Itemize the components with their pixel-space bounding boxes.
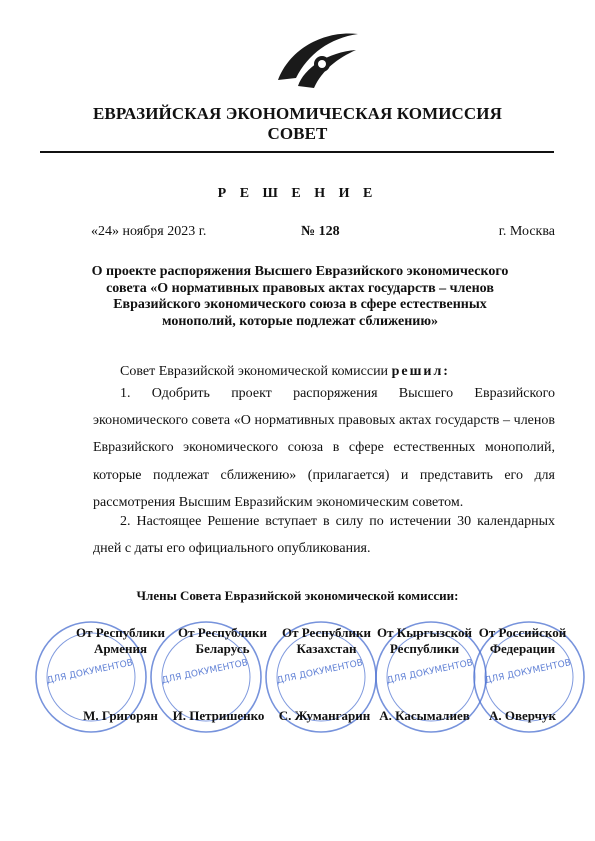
intro-decided: решил: (391, 364, 450, 379)
document-date: «24» ноября 2023 г. (91, 224, 207, 239)
intro-prefix: Совет Евразийской экономической комиссии (120, 364, 392, 379)
eec-logo-icon (270, 28, 360, 90)
signature-country: От Российской Федерации (478, 625, 567, 656)
item-2-text: Настоящее Решение вступает в силу по истечении 30 календарных дней с даты его официального опубликования. (93, 514, 555, 557)
stamp-label: ДЛЯ ДОКУМЕНТОВ (160, 658, 249, 687)
stamp-label: ДЛЯ ДОКУМЕНТОВ (275, 658, 364, 687)
document-number: № 128 (301, 224, 340, 239)
item-2-paragraph (93, 508, 555, 562)
stamp-label: ДЛЯ ДОКУМЕНТОВ (483, 658, 572, 687)
signatory-name: М. Григорян (83, 708, 158, 723)
signature-country: От Республики Беларусь (178, 625, 267, 656)
org-name: ЕВРАЗИЙСКАЯ ЭКОНОМИЧЕСКАЯ КОМИССИЯ (92, 104, 502, 123)
signatory-name: С. Жумангарин (278, 708, 371, 723)
item-1-number: 1. (120, 386, 131, 401)
signatory-name: И. Петришенко (172, 708, 265, 723)
document-subject: О проекте распоряжения Высшего Евразийского экономического совета «О нормативных правовых актах государств – членов Евразийского экономического союза в сфере естественных монополий, которые подлежат сближению» (91, 264, 509, 329)
signature-country: От Республики Армения (76, 625, 165, 656)
signature-country: От Кыргызской Республики (377, 625, 472, 656)
signatory-name: А. Касымалиев (379, 708, 470, 723)
document-city: г. Москва (498, 224, 555, 239)
stamp-label: ДЛЯ ДОКУМЕНТОВ (45, 658, 134, 687)
stamp-label: ДЛЯ ДОКУМЕНТОВ (385, 658, 474, 687)
signatory-name: А. Оверчук (488, 708, 557, 723)
item-1-text: Одобрить проект распоряжения Высшего Евразийского экономического совета «О нормативных правовых актах государств – членов Евразийского экономического союза в сфере естественных монополий, которые подлежат сближению» (прилагается) и представить его для рассмотрения Высшим Евразийским экономическим советом. (93, 386, 556, 510)
signatures-title: Члены Совета Евразийской экономической комиссии: (136, 588, 459, 603)
signature-country: От Республики Казахстан (282, 625, 371, 656)
item-1-paragraph (93, 380, 555, 516)
document-type: Р Е Ш Е Н И Е (217, 186, 378, 201)
header-divider (40, 151, 554, 153)
item-2-number: 2. (120, 514, 131, 529)
council-name: СОВЕТ (267, 124, 328, 143)
